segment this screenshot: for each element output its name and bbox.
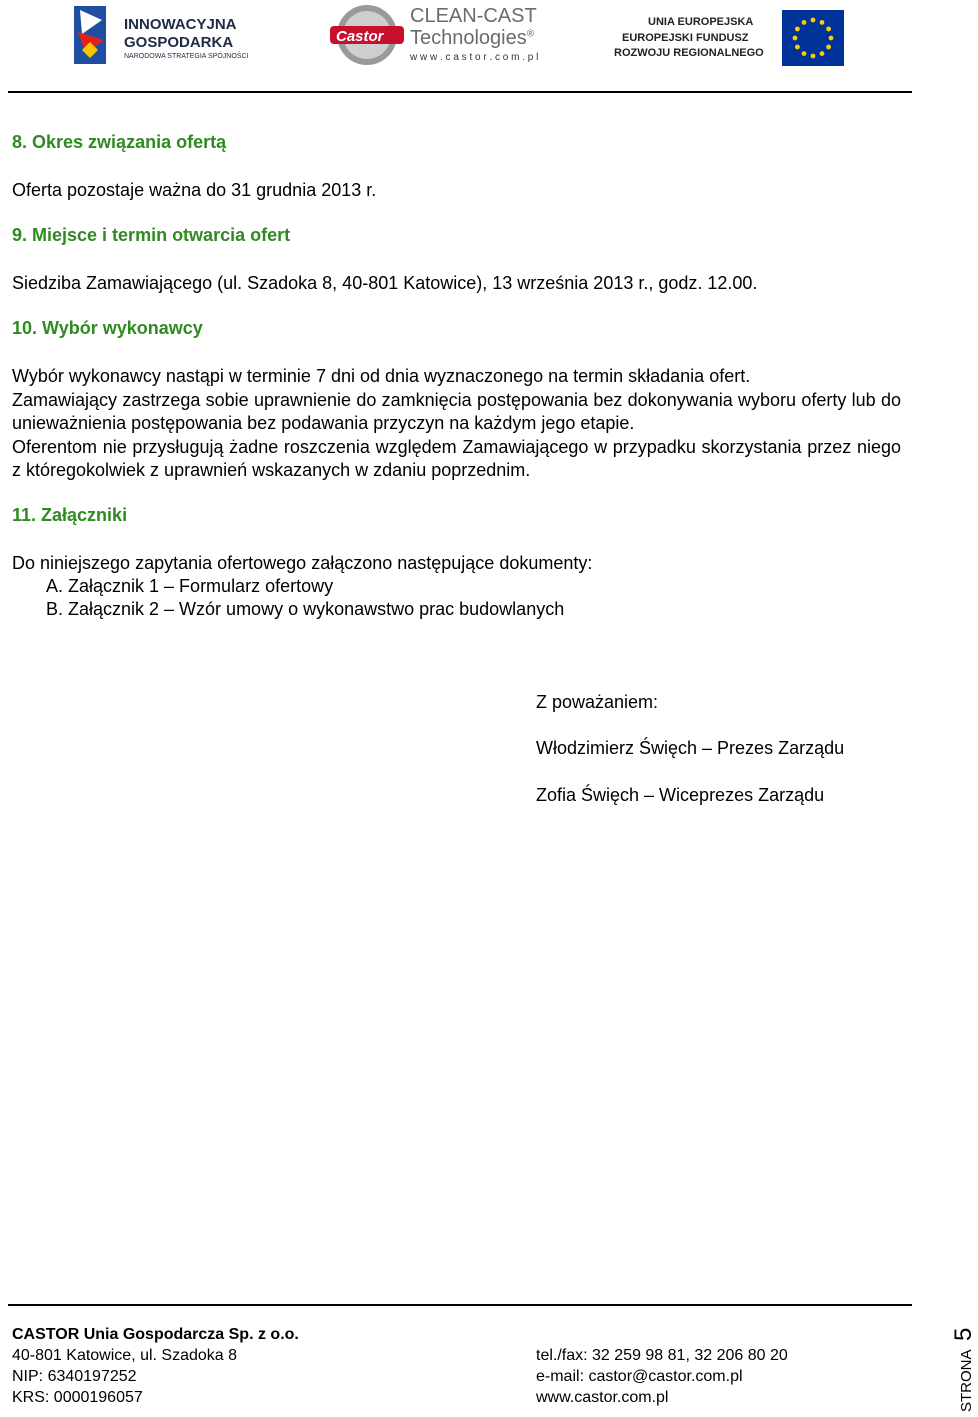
footer-nip: NIP: 6340197252	[12, 1368, 137, 1385]
section-10-text	[12, 365, 901, 483]
page-label: STRONA	[958, 1349, 975, 1412]
logo-left-line1: INNOWACYJNA	[124, 16, 237, 33]
footer-email: e-mail: castor@castor.com.pl	[536, 1368, 743, 1385]
page-number: 5	[950, 1327, 977, 1342]
section-8-heading: 8. Okres związania ofertą	[12, 132, 227, 152]
section-9-text: Siedziba Zamawiającego (ul. Szadoka 8, 40-801 Katowice), 13 września 2013 r., godz. 12.00.	[12, 273, 758, 293]
footer-www: www.castor.com.pl	[536, 1389, 669, 1406]
attachment-list-item: B. Załącznik 2 – Wzór umowy o wykonawstwo prac budowlanych	[46, 599, 565, 619]
innowacyjna-gospodarka-emblem-icon	[68, 4, 112, 66]
signature-line-president: Włodzimierz Święch – Prezes Zarządu	[536, 738, 845, 758]
logo-right-line2: EUROPEJSKI FUNDUSZ	[622, 32, 749, 44]
logo-center-line2	[410, 27, 534, 50]
section-9-heading: 9. Miejsce i termin otwarcia ofert	[12, 225, 291, 245]
signature-line-vice-president: Zofia Święch – Wiceprezes Zarządu	[536, 785, 825, 805]
section-10-paragraph-2: Zamawiający zastrzega sobie uprawnienie do zamknięcia postępowania bez dokonywania wyboru oferty lub do unieważnienia postępowania bez podawania przyczyn na każdym jego etapie.	[12, 389, 901, 433]
logo-unia-europejska	[612, 8, 844, 66]
attachment-list-item: A. Załącznik 1 – Formularz ofertowy	[46, 576, 334, 596]
page-indicator-rotated	[950, 1328, 978, 1412]
logo-center-technologies: Technologies	[410, 27, 527, 49]
signature-greeting: Z poważaniem:	[536, 692, 659, 712]
logo-center-url: w w w . c a s t o r . c o m . p l	[410, 52, 539, 63]
footer-rule	[8, 1304, 912, 1306]
eu-flag-icon	[782, 10, 844, 66]
logo-left-line2: GOSPODARKA	[124, 34, 234, 51]
logo-right-line3: ROZWOJU REGIONALNEGO	[614, 47, 764, 59]
footer-address: 40-801 Katowice, ul. Szadoka 8	[12, 1347, 238, 1364]
page-indicator	[930, 1300, 977, 1417]
logo-left-line3: NARODOWA STRATEGIA SPÓJNOŚCI	[124, 53, 249, 60]
section-11-heading: 11. Załączniki	[12, 505, 128, 525]
footer-company: CASTOR Unia Gospodarcza Sp. z o.o.	[12, 1326, 299, 1343]
footer-tel: tel./fax: 32 259 98 81, 32 206 80 20	[536, 1347, 788, 1364]
logo-innowacyjna-gospodarka	[68, 4, 268, 68]
section-8-text: Oferta pozostaje ważna do 31 grudnia 2013 r.	[12, 180, 377, 200]
registered-mark: ®	[526, 28, 535, 40]
logo-castor-clean-cast	[330, 2, 550, 70]
footer-krs: KRS: 0000196057	[12, 1389, 143, 1406]
header-rule	[8, 91, 912, 93]
logo-right-line1: UNIA EUROPEJSKA	[648, 16, 754, 28]
section-10-paragraph-3: Oferentom nie przysługują żadne roszczenia względem Zamawiającego w przypadku skorzystania przez niego z któregokolwiek z uprawnień wskazanych w zdaniu poprzednim.	[12, 436, 901, 480]
section-10-heading: 10. Wybór wykonawcy	[12, 318, 203, 338]
section-10-paragraph-1: Wybór wykonawcy nastąpi w terminie 7 dni od dnia wyznaczonego na termin składania ofert.	[12, 366, 751, 386]
logo-center-line1: CLEAN-CAST	[410, 5, 537, 27]
castor-badge: Castor	[336, 28, 384, 45]
section-11-intro: Do niniejszego zapytania ofertowego załączono następujące dokumenty:	[12, 553, 593, 573]
